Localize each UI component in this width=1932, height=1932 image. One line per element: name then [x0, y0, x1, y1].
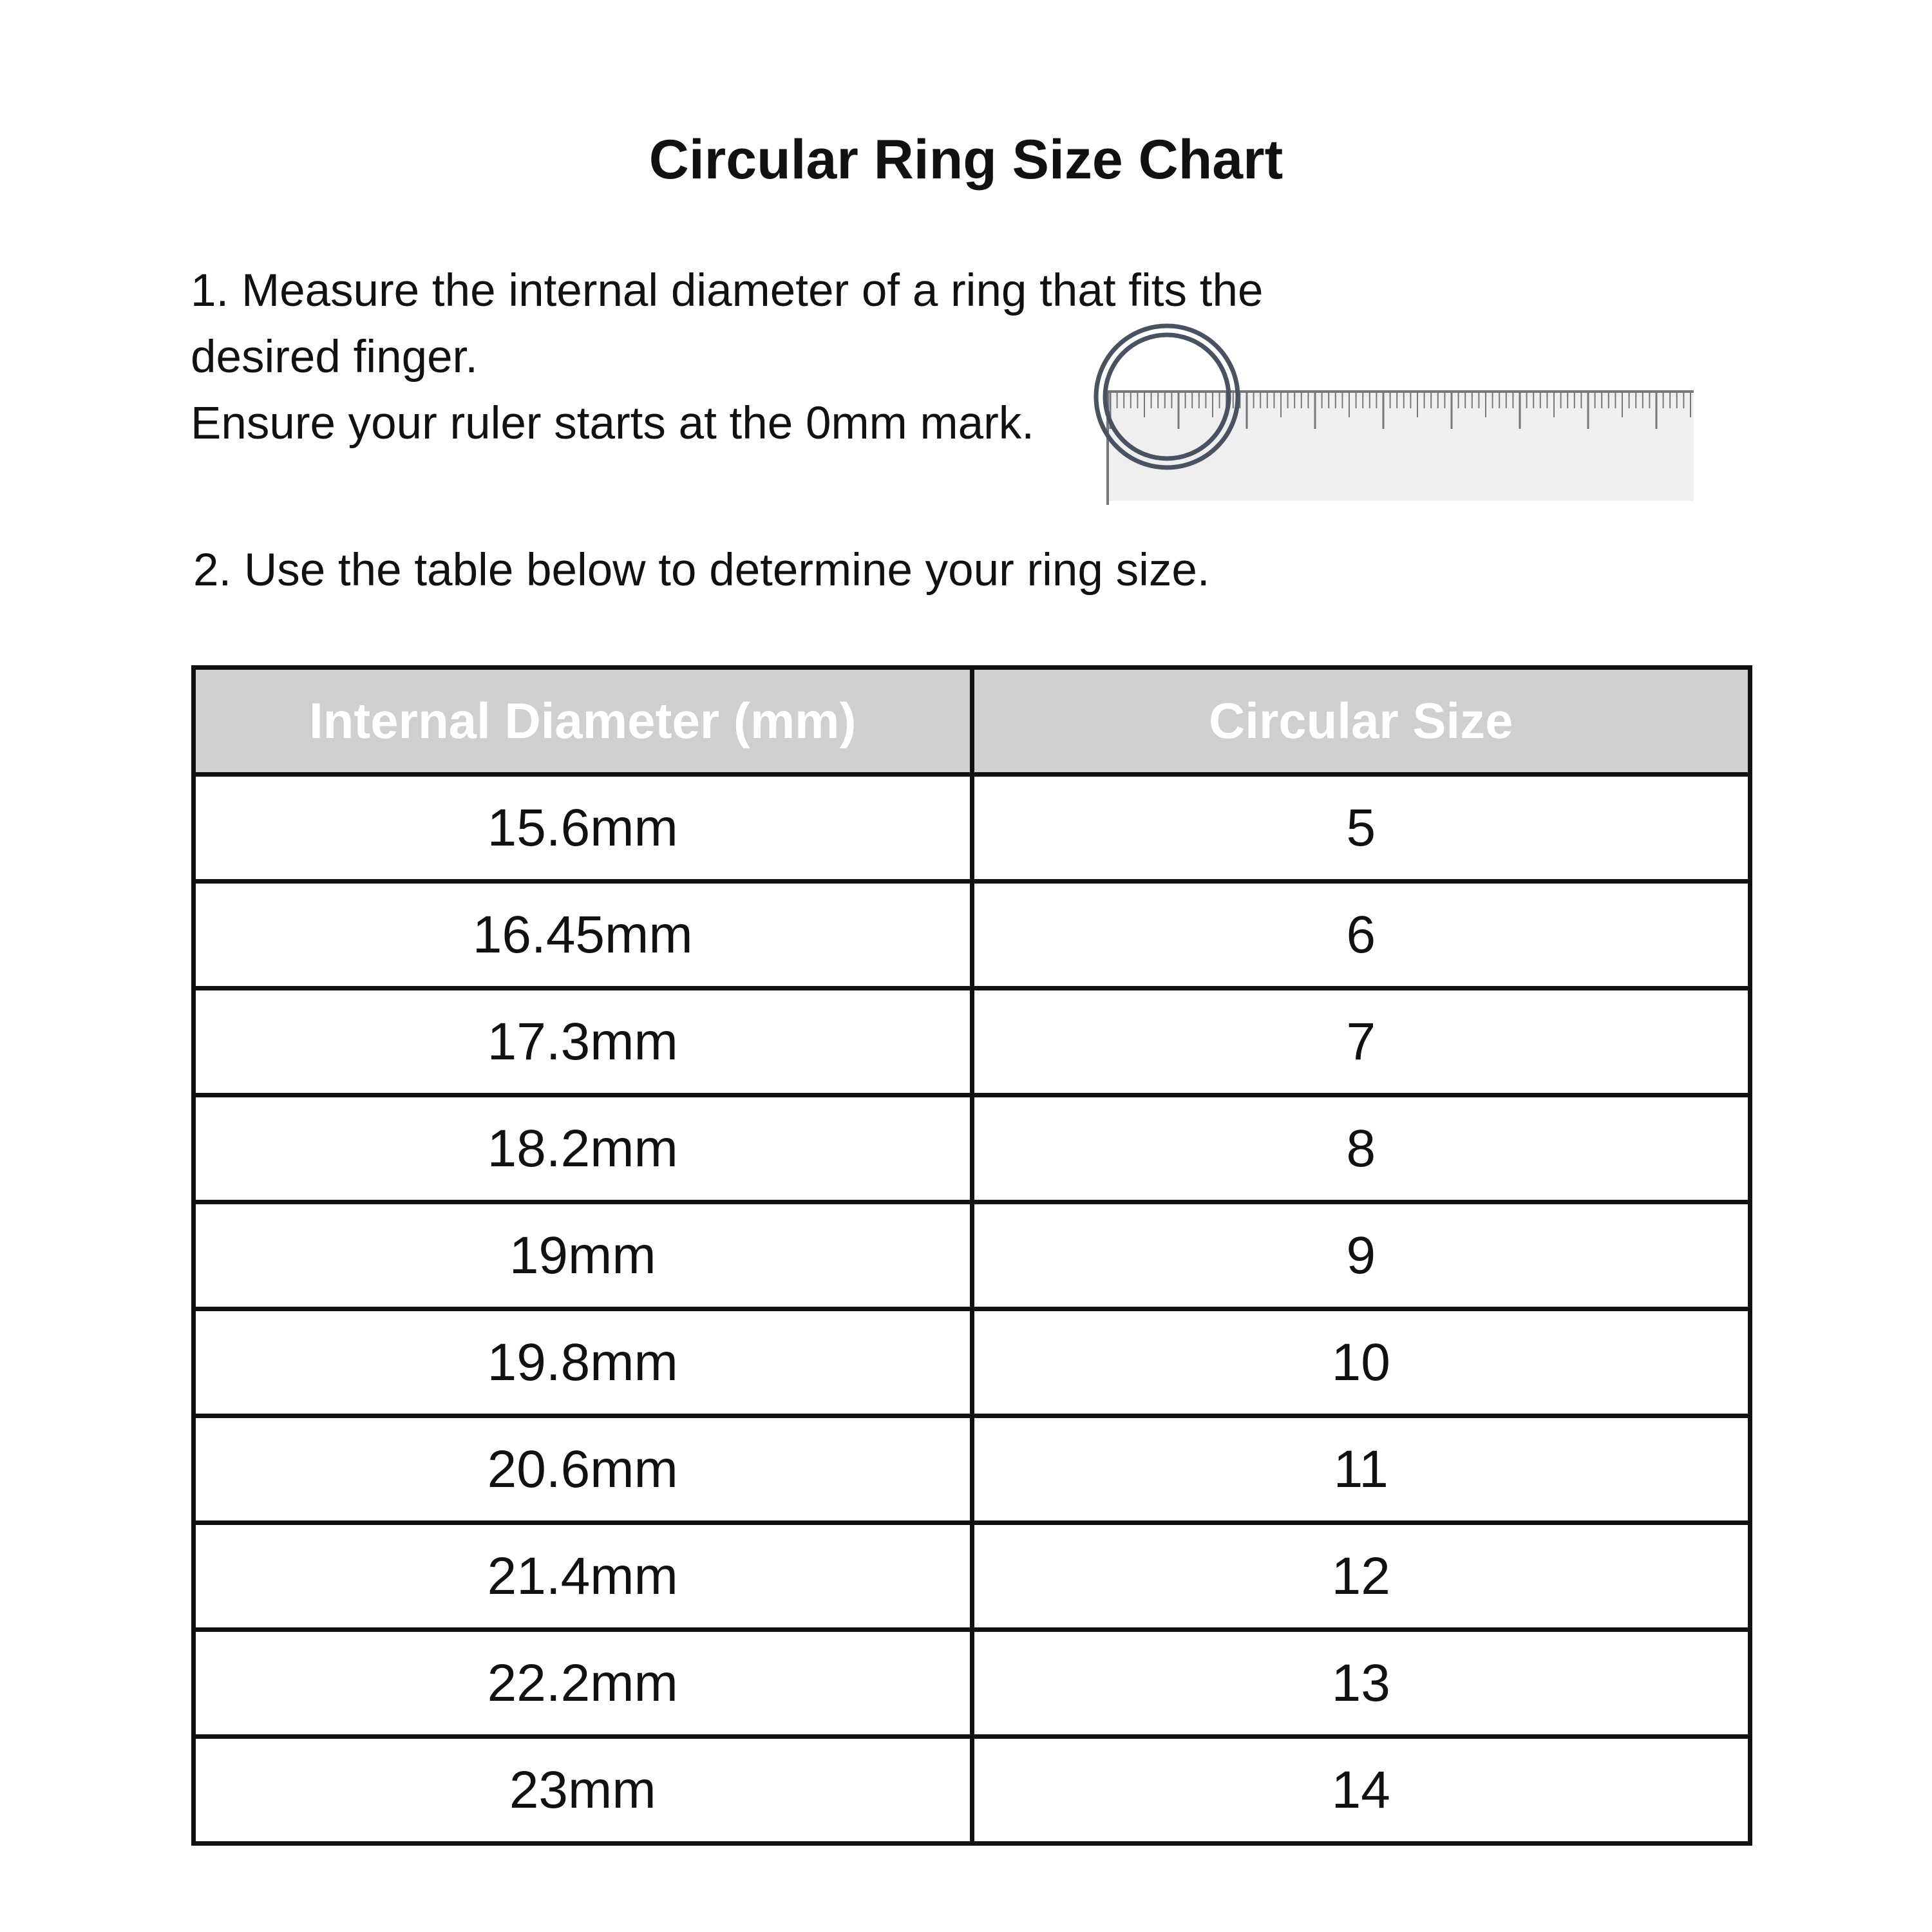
header-circular-size: Circular Size — [972, 668, 1750, 775]
table-row — [194, 1523, 1750, 1630]
ruler-illustration-svg — [1088, 314, 1707, 514]
instruction-line: desired finger. — [191, 332, 478, 383]
diameter-cell: 18.2mm — [194, 1095, 972, 1202]
size-cell: 8 — [972, 1095, 1750, 1202]
table-row — [194, 989, 1750, 1095]
size-cell: 12 — [972, 1523, 1750, 1630]
table-row — [194, 1630, 1750, 1737]
instruction-step-2: 2. Use the table below to determine your ring size. — [193, 545, 1210, 596]
table-row — [194, 1095, 1750, 1202]
page-title: Circular Ring Size Chart — [649, 129, 1283, 191]
table-header-row — [194, 668, 1750, 775]
size-cell: 7 — [972, 989, 1750, 1095]
header-internal-diameter: Internal Diameter (mm) — [194, 668, 972, 775]
diameter-cell: 20.6mm — [194, 1416, 972, 1523]
size-cell: 13 — [972, 1630, 1750, 1737]
size-cell: 10 — [972, 1309, 1750, 1416]
ring-size-table — [191, 665, 1752, 1846]
table-row — [194, 1737, 1750, 1844]
table-row — [194, 1309, 1750, 1416]
size-cell: 11 — [972, 1416, 1750, 1523]
size-cell: 5 — [972, 775, 1750, 882]
diameter-cell: 21.4mm — [194, 1523, 972, 1630]
diameter-cell: 23mm — [194, 1737, 972, 1844]
ruler-body — [1108, 392, 1694, 501]
diameter-cell: 15.6mm — [194, 775, 972, 882]
table-row — [194, 882, 1750, 989]
size-cell: 14 — [972, 1737, 1750, 1844]
diameter-cell: 22.2mm — [194, 1630, 972, 1737]
table-row — [194, 1202, 1750, 1309]
ring-size-table-container — [191, 665, 1752, 1846]
size-cell: 6 — [972, 882, 1750, 989]
table-row — [194, 775, 1750, 882]
diameter-cell: 19mm — [194, 1202, 972, 1309]
table-row — [194, 1416, 1750, 1523]
instruction-line: Ensure your ruler starts at the 0mm mark. — [191, 398, 1034, 449]
ruler — [1108, 392, 1694, 505]
size-cell: 9 — [972, 1202, 1750, 1309]
diameter-cell: 16.45mm — [194, 882, 972, 989]
diameter-cell: 19.8mm — [194, 1309, 972, 1416]
instruction-line: 1. Measure the internal diameter of a ring that fits the — [191, 265, 1264, 316]
ring-on-ruler-illustration — [1088, 314, 1707, 517]
diameter-cell: 17.3mm — [194, 989, 972, 1095]
